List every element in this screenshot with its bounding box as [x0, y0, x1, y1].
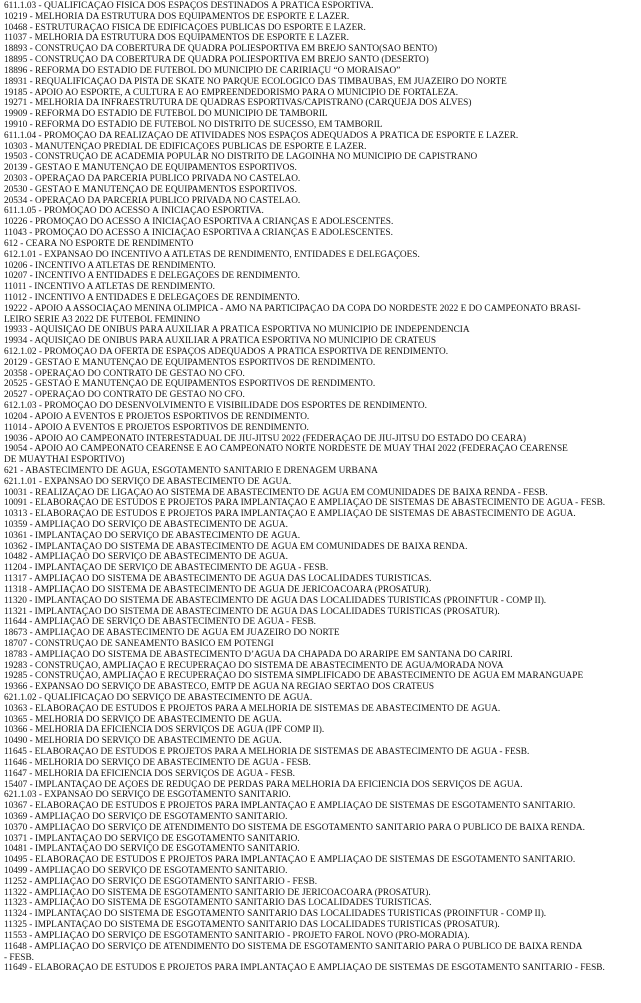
document-line: 19271 - MELHORIA DA INFRAESTRUTURA DE QUADRAS ESPORTIVAS/CAPISTRANO (CARQUEJA DOS ALVES)	[4, 98, 472, 109]
document-line: 10204 - APOIO A EVENTOS E PROJETOS ESPORTIVOS DE RENDIMENTO.	[4, 411, 310, 422]
document-line: 20525 - GESTÃO E MANUTENÇÃO DE EQUIPAMENTOS ESPORTIVOS DE RENDIMENTO.	[4, 379, 376, 390]
document-line: 11317 - AMPLIAÇÃO DO SISTEMA DE ABASTECIMENTO DE ÁGUA DAS LOCALIDADES TURÍSTICAS.	[4, 574, 432, 585]
document-line: 19934 - AQUISIÇÃO DE ÔNIBUS PARA AUXILIAR A PRÁTICA ESPORTIVA NO MUNICÍPIO DE CRATEÚS	[4, 336, 437, 347]
document-line: 11323 - AMPLIAÇÃO DO SISTEMA DE ESGOTAMENTO SANITÁRIO DAS LOCALIDADES TURÍSTICAS.	[4, 898, 432, 909]
document-line: 20530 - GESTÃO E MANUTENÇÃO DE EQUIPAMENTOS ESPORTIVOS.	[4, 184, 297, 195]
document-line: 10367 - ELABORAÇÃO DE ESTUDOS E PROJETOS PARA IMPLANTAÇÃO E AMPLIAÇÃO DE SISTEMAS DE ESGOTAMENTO SANITÁRIO.	[4, 801, 576, 812]
document-line: 10359 - AMPLIAÇÃO DO SERVIÇO DE ABASTECIMENTO DE ÁGUA.	[4, 520, 288, 530]
document-line: 10495 - ELABORAÇÃO DE ESTUDOS E PROJETOS PARA IMPLANTAÇÃO E AMPLIAÇÃO DE SISTEMAS DE ESGOTAMENTO SANITÁRIO.	[4, 855, 576, 866]
document-line: 19222 - APOIO A ASSOCIAÇÃO MENINA OLÍMPICA - AMO NA PARTICIPAÇÃO DA COPA DO NORDESTE 2022 E DO CAMPEONATO BRASI-	[4, 303, 581, 314]
document-line: 11325 - IMPLANTAÇÃO DO SISTEMA DE ESGOTAMENTO SANITÁRIO DAS LOCALIDADES TURÍSTICAS (PROSATUR).	[4, 920, 500, 931]
document-line: 19503 - CONSTRUÇÃO DE ACADEMIA POPULAR NO DISTRITO DE LAGOINHA NO MUNICÍPIO DE CAPISTRANO	[4, 152, 478, 163]
document-line: 612 - CEARÁ NO ESPORTE DE RENDIMENTO	[4, 238, 194, 249]
document-line: 19910 - REFORMA DO ESTÁDIO DE FUTEBOL NO DISTRITO DE SUCESSO, EM TAMBORIL	[4, 119, 383, 130]
document-line: 621.1.03 - EXPANSÃO DO SERVIÇO DE ESGOTAMENTO SANITÁRIO.	[4, 790, 291, 801]
document-line: 11318 - AMPLIAÇÃO DO SISTEMA DE ABASTECIMENTO DE ÁGUA DE JERICOACOARA (PROSATUR).	[4, 584, 431, 595]
document-line: 10366 - MELHORIA DA EFICIÊNCIA DOS SERVIÇOS DE ÁGUA (IPF COMP II).	[4, 725, 325, 736]
document-line: 621.1.01 - EXPANSÃO DO SERVIÇO DE ABASTECIMENTO DE ÁGUA.	[4, 476, 292, 487]
document-line: 11648 - AMPLIAÇÃO DO SERVIÇO DE ATENDIMENTO DO SISTEMA DE ESGOTAMENTO SANITÁRIO PARA O PÚBLICO DE BAIXA RENDA	[4, 941, 583, 952]
document-line: 10365 - MELHORIA DO SERVIÇO DE ABASTECIMENTO DE ÁGUA.	[4, 714, 282, 725]
document-line: 612.1.01 - EXPANSÃO DO INCENTIVO A ATLETAS DE RENDIMENTO, ENTIDADES E DELEGAÇÕES.	[4, 249, 420, 260]
document-line: 10482 - AMPLIAÇÃO DO SERVIÇO DE ABASTECIMENTO DE ÁGUA.	[4, 552, 288, 563]
document-line: 10371 - IMPLANTAÇÃO DO SERVIÇO DE ESGOTAMENTO SANITÁRIO.	[4, 833, 300, 844]
document-line: 611.1.05 - PROMOÇÃO DO ACESSO À INICIAÇÃO ESPORTIVA.	[4, 206, 264, 217]
document-line: 11014 - APOIO A EVENTOS E PROJETOS ESPORTIVOS DE RENDIMENTO.	[4, 422, 309, 433]
document-line: 10031 - REALIZAÇÃO DE LIGAÇÃO AO SISTEMA DE ABASTECIMENTO DE ÁGUA EM COMUNIDADES DE BAIXA RENDA - FESB.	[4, 487, 548, 498]
document-line: 11646 - MELHORIA DO SERVIÇO DE ABASTECIMENTO DE ÁGUA - FESB.	[4, 757, 311, 768]
document-line: 10219 - MELHORIA DA ESTRUTURA DOS EQUIPAMENTOS DE ESPORTE E LAZER.	[4, 11, 350, 22]
document-line: 11204 - IMPLANTAÇÃO DE SERVIÇO DE ABASTECIMENTO DE ÁGUA - FESB.	[4, 563, 329, 574]
document-line: 10206 - INCENTIVO A ATLETAS DE RENDIMENTO.	[4, 260, 216, 271]
document-line: 10370 - AMPLIAÇÃO DO SERVIÇO DE ATENDIMENTO DO SISTEMA DE ESGOTAMENTO SANITÁRIO PARA O PÚBLICO DE BAIXA RENDA.	[4, 822, 585, 833]
document-line: 19185 - APOIO AO ESPORTE, A CULTURA E AO EMPREENDEDORISMO PARA O MUNICÍPIO DE FORTALEZA.	[4, 87, 459, 98]
document-line: 611.1.04 - PROMOÇÃO DA REALIZAÇÃO DE ATIVIDADES NOS ESPAÇOS ADEQUADOS À PRÁTICA DE ESPORTE E LAZER.	[4, 130, 519, 141]
document-line: 621.1.02 - QUALIFICAÇÃO DO SERVIÇO DE ABASTECIMENTO DE ÁGUA.	[4, 693, 313, 703]
document-line: 11644 - AMPLIAÇÃO DE SERVIÇO DE ABASTECIMENTO DE ÁGUA - FESB.	[4, 617, 317, 628]
document-line: 612.1.03 - PROMOÇÃO DO DESENVOLVIMENTO E VISIBILIDADE DOS ESPORTES DE RENDIMENTO.	[4, 401, 427, 412]
document-line: 10499 - AMPLIAÇÃO DO SERVIÇO DE ESGOTAMENTO SANITÁRIO.	[4, 866, 288, 876]
document-line: 18931 - REQUALIFICAÇÃO DA PISTA DE SKATE NO PARQUE ECOLÓGICO DAS TIMBAÚBAS, EM JUAZEIRO DO NORTE	[4, 76, 507, 87]
document-line: 10363 - ELABORAÇÃO DE ESTUDOS E PROJETOS PARA A MELHORIA DE SISTEMAS DE ABASTECIMENTO DE ÁGUA.	[4, 703, 501, 714]
document-line: 621 - ABASTECIMENTO DE ÁGUA, ESGOTAMENTO SANITÁRIO E DRENAGEM URBANA	[4, 465, 378, 476]
document-line: 10490 - MELHORIA DO SERVIÇO DE ABASTECIMENTO DE ÁGUA.	[4, 736, 282, 747]
document-line: - FESB.	[4, 952, 34, 963]
document-line: 10369 - AMPLIAÇÃO DO SERVIÇO DE ESGOTAMENTO SANITÁRIO.	[4, 811, 288, 822]
document-line: 11322 - AMPLIAÇÃO DO SISTEMA DE ESGOTAMENTO SANITÁRIO DE JERICOACOARA (PROSATUR).	[4, 887, 431, 898]
document-line: 20358 - OPERAÇÃO DO CONTRATO DE GESTÃO NO CFO.	[4, 368, 245, 379]
document-line: 10207 - INCENTIVO A ENTIDADES E DELEGAÇÕES DE RENDIMENTO.	[4, 271, 301, 282]
document-line: 19933 - AQUISIÇÃO DE ÔNIBUS PARA AUXILIAR A PRÁTICA ESPORTIVA NO MUNICÍPIO DE INDEPENDÊNCIA	[4, 325, 470, 336]
document-line: 11645 - ELABORAÇÃO DE ESTUDOS E PROJETOS PARA A MELHORIA DE SISTEMAS DE ABASTECIMENTO DE ÁGUA - FESB.	[4, 747, 530, 758]
document-line: 18893 - CONSTRUÇÃO DA COBERTURA DE QUADRA POLIESPORTIVA EM BREJO SANTO(SÃO BENTO)	[4, 44, 438, 55]
document-line: 11043 - PROMOÇÃO DO ACESSO À INICIAÇÃO ESPORTIVA A CRIANÇAS E ADOLESCENTES.	[4, 228, 393, 239]
document-line: 612.1.02 - PROMOÇÃO DA OFERTA DE ESPAÇOS ADEQUADOS À PRÁTICA ESPORTIVA DE RENDIMENTO.	[4, 347, 449, 357]
document-line: 15407 - IMPLANTAÇÃO DE AÇÕES DE REDUÇÃO DE PERDAS PARA MELHORIA DA EFICIÊNCIA DOS SERVIÇOS DE ÁGUA.	[4, 779, 523, 790]
document-line: 10362 - IMPLANTAÇÃO DO SISTEMA DE ABASTECIMENTO DE ÁGUA EM COMUNIDADES DE BAIXA RENDA.	[4, 541, 468, 552]
document-line: 10303 - MANUTENÇÃO PREDIAL DE EDIFICAÇÕES PÚBLICAS DE ESPORTE E LAZER.	[4, 141, 367, 152]
document-line: LEIRO SÉRIE A3 2022 DE FUTEBOL FEMININO	[4, 314, 200, 325]
document-line: 20129 - GESTÃO E MANUTENÇÃO DE EQUIPAMENTOS ESPORTIVOS DE RENDIMENTO.	[4, 357, 376, 368]
document-line: 11649 - ELABORAÇÃO DE ESTUDOS E PROJETOS PARA IMPLANTAÇÃO E AMPLIAÇÃO DE SISTEMAS DE ESGOTAMENTO SANITÁRIO - FESB.	[4, 963, 605, 974]
document-line: 19366 - EXPANSÃO DO SERVIÇO DE ABASTECO, EMTP DE ÁGUA NA REGIÃO SERTÃO DOS CRATEÚS	[4, 682, 435, 693]
document-line: 18673 - AMPLIAÇÃO DE ABASTECIMENTO DE ÁGUA EM JUAZEIRO DO NORTE	[4, 628, 340, 639]
document-line: 20527 - OPERAÇÃO DO CONTRATO DE GESTÃO NO CFO.	[4, 390, 245, 401]
document-line: 19283 - CONSTRUÇÃO, AMPLIAÇÃO E RECUPERAÇÃO DO SISTEMA DE ABASTECIMENTO DE ÁGUA/MORADA NOVA	[4, 660, 504, 671]
document-line: 10226 - PROMOÇÃO DO ACESSO À INICIAÇÃO ESPORTIVA A CRIANÇAS E ADOLESCENTES.	[4, 217, 394, 228]
document-line: 11320 - IMPLANTAÇÃO DO SISTEMA DE ABASTECIMENTO DE ÁGUA DAS LOCALIDADES TURÍSTICAS (PROINFTUR - COMP II).	[4, 595, 547, 606]
document-line: 11647 - MELHORIA DA EFICIÊNCIA DOS SERVIÇOS DE ÁGUA - FESB.	[4, 768, 296, 779]
document-line: 19909 - REFORMA DO ESTÁDIO DE FUTEBOL DO MUNICÍPIO DE TAMBORIL	[4, 109, 328, 120]
document-line: 20303 - OPERAÇÃO DA PARCERIA PÚBLICO PRIVADA NO CASTELÃO.	[4, 174, 301, 184]
document-line: 11011 - INCENTIVO A ATLETAS DE RENDIMENTO.	[4, 282, 215, 293]
document-line: 11324 - IMPLANTAÇÃO DO SISTEMA DE ESGOTAMENTO SANITÁRIO DAS LOCALIDADES TURÍSTICAS (PROINFTUR - COMP II).	[4, 909, 547, 920]
document-line: 11553 - AMPLIAÇÃO DO SERVIÇO DE ESGOTAMENTO SANITÁRIO - PROJETO FAROL NOVO (PRO-MORADIA).	[4, 930, 470, 941]
document-line: 20139 - GESTÃO E MANUTENÇÃO DE EQUIPAMENTOS ESPORTIVOS.	[4, 163, 297, 174]
document-line: 10091 - ELABORAÇÃO DE ESTUDOS E PROJETOS PARA IMPLANTAÇÃO E AMPLIAÇÃO DE SISTEMAS DE ABASTECIMENTO DE ÁGUA - FESB.	[4, 498, 606, 509]
document-line: 19285 - CONSTRUÇÃO, AMPLIAÇÃO E RECUPERAÇÃO DO SISTEMA SIMPLIFICADO DE ABASTECIMENTO DE ÁGUA EM MARANGUAPE	[4, 671, 584, 682]
document-line: 10313 - ELABORAÇÃO DE ESTUDOS E PROJETOS PARA IMPLANTAÇÃO E AMPLIAÇÃO DE SISTEMAS DE ABASTECIMENTO DE ÁGUA.	[4, 509, 576, 520]
document-line: 10361 - IMPLANTAÇÃO DO SERVIÇO DE ABASTECIMENTO DE ÁGUA.	[4, 530, 301, 541]
document-line: 611.1.03 - QUALIFICAÇÃO FÍSICA DOS ESPAÇOS DESTINADOS À PRÁTICA ESPORTIVA.	[4, 1, 374, 11]
document-line: 11321 - IMPLANTAÇÃO DO SISTEMA DE ABASTECIMENTO DE ÁGUA DAS LOCALIDADES TURÍSTICAS (PROSATUR).	[4, 606, 500, 617]
document-line: 19054 - APOIO AO CAMPEONATO CEARENSE E AO CAMPEONATO NORTE NORDESTE DE MUAY THAI 2022 (FEDERAÇÃO CEARENSE	[4, 444, 568, 455]
document-line: 10481 - IMPLANTAÇÃO DO SERVIÇO DE ESGOTAMENTO SANITÁRIO.	[4, 844, 300, 855]
document-line: 11037 - MELHORIA DA ESTRUTURA DOS EQUIPAMENTOS DE ESPORTE E LAZER.	[4, 33, 349, 44]
document-line: 10468 - ESTRUTURAÇÃO FÍSICA DE EDIFICAÇÕES PÚBLICAS DO ESPORTE E LAZER.	[4, 22, 366, 33]
document-line: 11012 - INCENTIVO A ENTIDADES E DELEGAÇÕES DE RENDIMENTO.	[4, 292, 300, 303]
document-line: 18896 - REFORMA DO ESTÁDIO DE FUTEBOL DO MUNICÍPIO DE CARIRIAÇU “O MORAISÃO”	[4, 65, 401, 76]
document-line: 18707 - CONSTRUÇÃO DE SANEAMENTO BÁSICO EM POTENGI	[4, 638, 274, 649]
document-line: 18895 - CONSTRUÇÃO DA COBERTURA DE QUADRA POLIESPORTIVA EM BREJO SANTO (DESERTO)	[4, 55, 429, 66]
document-line: 19036 - APOIO AO CAMPEONATO INTERESTADUAL DE JIU-JITSU 2022 (FEDERAÇÃO DE JIU-JITSU DO ESTADO DO CEARÁ)	[4, 433, 526, 444]
document-line: DE MUAYTHAI ESPORTIVO)	[4, 455, 125, 466]
document-line: 11252 - AMPLIAÇÃO DO SERVIÇO DE ESGOTAMENTO SANITÁRIO - FESB.	[4, 876, 318, 887]
document-line: 20534 - OPERAÇÃO DA PARCERIA PÚBLICO PRIVADA NO CASTELÃO.	[4, 195, 301, 206]
document-line: 18783 - AMPLIAÇÃO DO SISTEMA DE ABASTECIMENTO D’ÁGUA DA CHAPADA DO ARARIPE EM SANTANA DO CARIRI.	[4, 649, 513, 660]
